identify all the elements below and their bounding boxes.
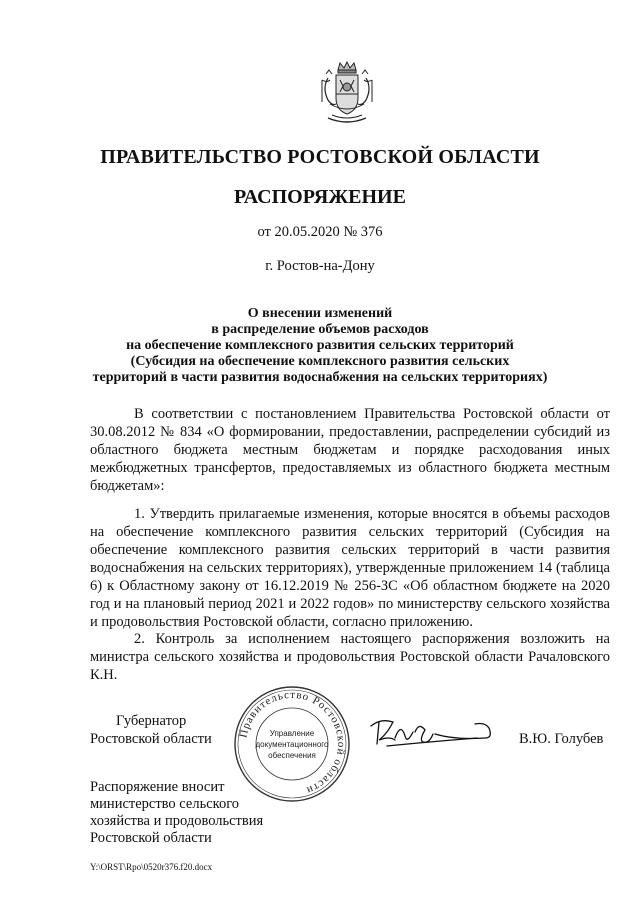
item-2-paragraph — [90, 630, 610, 684]
document-subject — [85, 306, 555, 386]
submitter-line: хозяйства и продовольствия — [90, 813, 264, 829]
document-date-number: от 20.05.2020 № 376 — [257, 224, 383, 240]
signatory-title-line: Губернатор — [116, 713, 187, 729]
subject-line: (Субсидия на обеспечение комплексного развития сельских — [130, 354, 510, 369]
item-2-text: 2. Контроль за исполнением настоящего распоряжения возложить на министра сельского хозяйства и продовольствия Ростовской области Рачаловского К.Н. — [90, 631, 610, 683]
signer-name: В.Ю. Голубев — [519, 731, 604, 747]
submitter-block — [90, 779, 263, 847]
file-path-footer: Y:\ORST\Rpo\0520r376.f20.docx — [90, 862, 213, 872]
signatory-title-line: Ростовской области — [90, 731, 212, 747]
government-title: ПРАВИТЕЛЬСТВО РОСТОВСКОЙ ОБЛАСТИ — [100, 146, 540, 168]
preamble-text: В соответствии с постановлением Правительства Ростовской области от 30.08.2012 № 834 «О формировании, предоставлении, распределении субсидий из областного бюджета местным бюджетам и порядке расходования иных межбюджетных трансфертов, предоставляемых из областного бюджета местным бюджетам»: — [90, 406, 610, 494]
subject-line: территорий в части развития водоснабжения на сельских территориях) — [92, 370, 548, 385]
item-1-paragraph — [90, 505, 610, 631]
signatory-title — [90, 712, 212, 748]
stamp-inner-text: Управление — [269, 729, 315, 738]
preamble-paragraph — [90, 405, 610, 495]
subject-line: на обеспечение комплексного развития сельских территорий — [126, 338, 514, 353]
handwritten-signature — [365, 712, 495, 754]
submitter-line: министерство сельского — [90, 796, 240, 812]
document-city: г. Ростов-на-Дону — [265, 258, 375, 274]
submitter-line: Распоряжение вносит — [90, 779, 225, 795]
rostov-oblast-coat-of-arms-icon — [318, 60, 376, 126]
item-1-text: 1. Утвердить прилагаемые изменения, которые вносятся в объемы расходов на обеспечение комплексного развития сельских территорий (Субсидия на обеспечение комплексного развития сельских территорий в части развития водоснабжения на сельских территориях), утвержденные приложением 14 (таблица 6) к Областному закону от 16.12.2019 № 256-ЗС «Об областном бюджете на 2020 год и на плановый период 2021 и 2022 годов» по министерству сельского хозяйства и продовольствия Ростовской области, согласно приложению. — [90, 506, 610, 630]
stamp-ring-text: Правительство Ростовской области — [237, 688, 348, 797]
stamp-inner-text: документационного — [255, 740, 329, 749]
submitter-line: Ростовской области — [90, 830, 212, 846]
subject-line: О внесении изменений — [247, 306, 393, 321]
stamp-inner-text: обеспечения — [268, 751, 316, 760]
document-type-title: РАСПОРЯЖЕНИЕ — [234, 186, 406, 208]
subject-line: в распределение объемов расходов — [211, 322, 429, 337]
